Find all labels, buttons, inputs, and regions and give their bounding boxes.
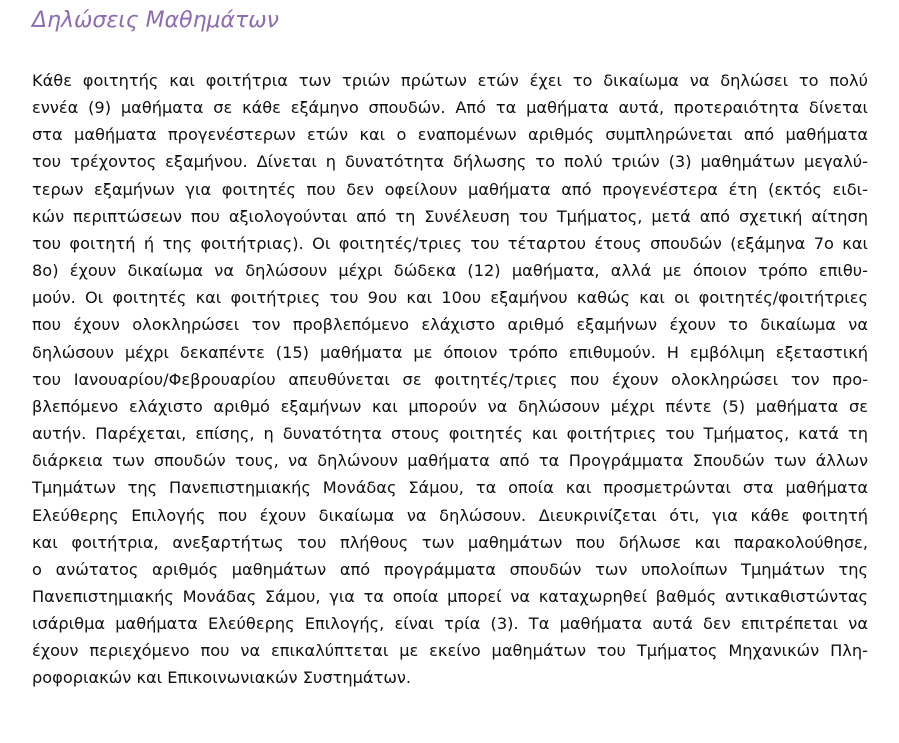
paragraph-line-14: αυτήν. Παρέχεται, επίσης, η δυνατότητα στους φοιτητές και φοιτήτριες του Τμήματος, κατά τη — [32, 424, 868, 444]
paragraph-line-19: ο ανώτατος αριθμός μαθημάτων από προγράμματα σπουδών των υπολοίπων Τμημάτων της — [32, 559, 868, 579]
paragraph-line-9: μούν. Οι φοιτητές και φοιτήτριες του 9ου και 10ου εξαμήνου καθώς και οι φοιτητές/φοιτήτριες — [32, 288, 868, 308]
paragraph-line-13: βλεπόμενο ελάχιστο αριθμό εξαμήνων και μπορούν να δηλώσουν μέχρι πέντε (5) μαθήματα σε — [32, 396, 868, 416]
paragraph-line-16: Τμημάτων της Πανεπιστημιακής Μονάδας Σάμου, τα οποία και προσμετρώνται στα μαθήματα — [32, 478, 868, 498]
paragraph-line-8: 8ο) έχουν δικαίωμα να δηλώσουν μέχρι δώδεκα (12) μαθήματα, αλλά με όποιον τρόπο επιθυ- — [32, 261, 868, 281]
paragraph-line-23: ροφοριακών και Επικοινωνιακών Συστημάτων. — [32, 668, 412, 688]
paragraph-line-12: του Ιανουαρίου/Φεβρουαρίου απευθύνεται σε φοιτητές/τριες που έχουν ολοκληρώσει τον προ- — [32, 369, 868, 389]
paragraph-line-3: στα μαθήματα προγενέστερων ετών και ο εναπομένων αριθμός συμπληρώνεται από μαθήματα — [32, 125, 868, 145]
paragraph-line-6: κών περιπτώσεων που αξιολογούνται από τη Συνέλευση του Τμήματος, μετά από σχετική αίτηση — [32, 206, 868, 226]
paragraph-line-17: Ελεύθερης Επιλογής που έχουν δικαίωμα να δηλώσουν. Διευκρινίζεται ότι, για κάθε φοιτητή — [32, 505, 868, 525]
paragraph-line-18: και φοιτήτρια, ανεξαρτήτως του πλήθους των μαθημάτων που δήλωσε και παρακολούθησε, — [32, 532, 868, 552]
paragraph-line-15: διάρκεια των σπουδών τους, να δηλώνουν μαθήματα από τα Προγράμματα Σπουδών των άλλων — [32, 451, 868, 471]
paragraph-line-7: του φοιτητή ή της φοιτήτριας). Οι φοιτητές/τριες του τέταρτου έτους σπουδών (εξάμηνα 7ο και — [32, 233, 868, 253]
paragraph-line-22: έχουν περιεχόμενο που να επικαλύπτεται με εκείνο μαθημάτων του Τμήματος Μηχανικών Πλη- — [32, 641, 868, 661]
body-paragraph — [32, 67, 868, 692]
section-title: Δηλώσεις Μαθημάτων — [32, 8, 279, 33]
paragraph-line-4: του τρέχοντος εξαμήνου. Δίνεται η δυνατότητα δήλωσης το πολύ τριών (3) μαθημάτων μεγαλύ- — [32, 152, 868, 172]
paragraph-line-11: δηλώσουν μέχρι δεκαπέντε (15) μαθήματα με όποιον τρόπο επιθυμούν. Η εμβόλιμη εξεταστική — [32, 342, 868, 362]
paragraph-line-5: τερων εξαμήνων για φοιτητές που δεν οφείλουν μαθήματα από προγενέστερα έτη (εκτός ειδι- — [32, 179, 868, 199]
paragraph-line-21: ισάριθμα μαθήματα Ελεύθερης Επιλογής, είναι τρία (3). Τα μαθήματα αυτά δεν επιτρέπεται να — [32, 614, 868, 634]
paragraph-line-10: που έχουν ολοκληρώσει τον προβλεπόμενο ελάχιστο αριθμό εξαμήνων έχουν το δικαίωμα να — [32, 315, 868, 335]
paragraph-line-1: Κάθε φοιτητής και φοιτήτρια των τριών πρώτων ετών έχει το δικαίωμα να δηλώσει το πολύ — [32, 71, 868, 90]
paragraph-line-20: Πανεπιστημιακής Μονάδας Σάμου, για τα οποία μπορεί να καταχωρηθεί βαθμός αντικαθιστώντας — [32, 586, 868, 606]
paragraph-line-2: εννέα (9) μαθήματα σε κάθε εξάμηνο σπουδών. Από τα μαθήματα αυτά, προτεραιότητα δίνεται — [32, 98, 868, 118]
